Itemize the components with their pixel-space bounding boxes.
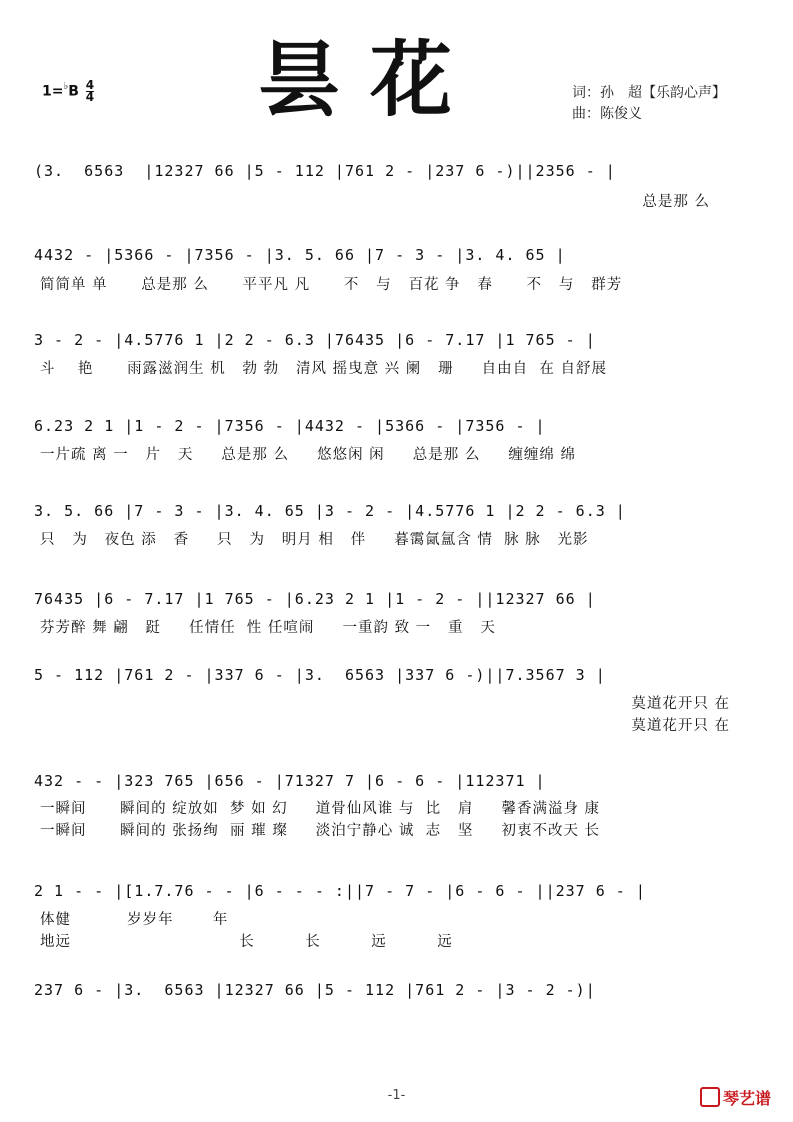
- lyric-line-9a: 体健 岁岁年 年: [40, 912, 229, 928]
- lyric-line-9b: 地远 长 长 远 远: [40, 934, 453, 950]
- lyric-line-7b: 莫道花开只 在: [631, 718, 730, 734]
- score-line-6: 76435 |6 - 7.17 |1 765 - |6.23 2 1 |1 - 2 - ||12327 66 |: [34, 590, 596, 608]
- time-signature: $\frac{4}{4}$: [85, 78, 95, 104]
- lyric-line-4: 一片疏 离 一 片 天 总是那 么 悠悠闲 闲 总是那 么 缠缠绵 绵: [40, 447, 576, 463]
- score-line-2: 4432 - |5366 - |7356 - |3. 5. 66 |7 - 3 - |3. 4. 65 |: [34, 246, 566, 264]
- page-number: -1-: [387, 1088, 406, 1103]
- score-line-7: 5 - 112 |761 2 - |337 6 - |3. 6563 |337 6 -)||7.3567 3 |: [34, 666, 606, 684]
- lyric-line-8b: 一瞬间 瞬间的 张扬绚 丽 璀 璨 淡泊宁静心 诚 志 坚 初衷不改天 长: [40, 823, 601, 839]
- site-logo: 琴艺谱: [700, 1086, 771, 1109]
- lyric-line-6: 芬芳醉 舞 翩 跹 任情任 性 任喧闹 一重韵 致 一 重 天: [40, 620, 496, 636]
- key-signature: 1=♭B $\frac{4}{4}$: [42, 78, 95, 104]
- lyric-line-8a: 一瞬间 瞬间的 绽放如 梦 如 幻 道骨仙风谁 与 比 肩 馨香满溢身 康: [40, 801, 601, 817]
- score-line-4: 6.23 2 1 |1 - 2 - |7356 - |4432 - |5366 - |7356 - |: [34, 417, 546, 435]
- score-line-3: 3 - 2 - |4.5776 1 |2 2 - 6.3 |76435 |6 - 7.17 |1 765 - |: [34, 331, 596, 349]
- lyric-line-1: 总是那 么: [642, 194, 710, 210]
- lyric-line-2: 简简单 单 总是那 么 平平凡 凡 不 与 百花 争 春 不 与 群芳: [40, 277, 623, 293]
- song-title: 昙花: [258, 32, 483, 128]
- score-line-9: 2 1 - - |[1.7.76 - - |6 - - - :||7 - 7 - |6 - 6 - ||237 6 - |: [34, 882, 646, 900]
- composer-credit: 曲：陈俊义: [572, 106, 642, 122]
- score-line-5: 3. 5. 66 |7 - 3 - |3. 4. 65 |3 - 2 - |4.5776 1 |2 2 - 6.3 |: [34, 502, 626, 520]
- lyricist-credit: 词：孙 超【乐韵心声】: [572, 85, 726, 101]
- lyric-line-7a: 莫道花开只 在: [631, 696, 730, 712]
- lyric-line-5: 只 为 夜色 添 香 只 为 明月 相 伴 暮霭氤氲含 情 脉 脉 光影: [40, 532, 589, 548]
- score-line-8: 432 - - |323 765 |656 - |71327 7 |6 - 6 - |112371 |: [34, 772, 546, 790]
- logo-icon: [700, 1087, 720, 1107]
- lyric-line-3: 斗 艳 雨露滋润生 机 勃 勃 清风 摇曳意 兴 阑 珊 自由自 在 自舒展: [40, 361, 607, 377]
- score-line-10: 237 6 - |3. 6563 |12327 66 |5 - 112 |761 2 - |3 - 2 -)|: [34, 981, 596, 999]
- score-line-1: (3. 6563 |12327 66 |5 - 112 |761 2 - |237 6 -)||2356 - |: [34, 162, 616, 180]
